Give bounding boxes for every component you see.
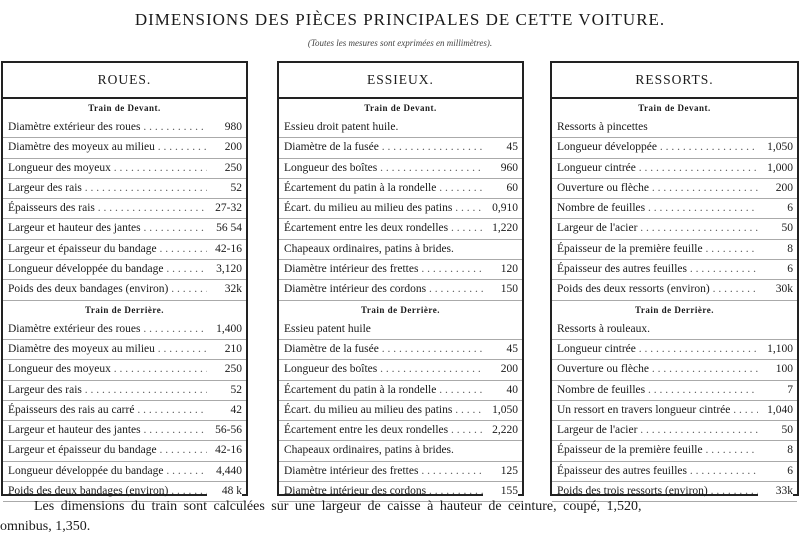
table-row — [279, 401, 522, 421]
row-label: Écartement entre les deux rondelles . . . — [284, 219, 483, 238]
table-row — [3, 421, 246, 441]
row-label: Longueur des moyeux . . . — [8, 159, 207, 178]
row-label: Écartement du patin à la rondelle . . . — [284, 381, 483, 400]
row-value — [483, 441, 518, 460]
row-value — [483, 320, 518, 339]
row-label: Largeur de l'acier . . . — [557, 219, 758, 238]
row-label: Longueur cintrée . . . — [557, 159, 758, 178]
row-value: 40 — [483, 381, 518, 400]
row-value: 200 — [207, 138, 242, 157]
table-row — [279, 260, 522, 280]
row-value: 1,050 — [758, 138, 793, 157]
row-label: Longueur cintrée . . . — [557, 340, 758, 359]
table-row — [279, 360, 522, 380]
row-value: 150 — [483, 280, 518, 299]
row-label: Diamètre des moyeux au milieu . . . — [8, 340, 207, 359]
row-label: Chapeaux ordinaires, patins à brides. — [284, 242, 454, 255]
row-value: 52 — [207, 381, 242, 400]
ressorts-derriere-head: Train de Derrière. — [635, 304, 714, 315]
row-label: Nombre de feuilles . . . — [557, 199, 758, 218]
table-row — [3, 462, 246, 482]
row-value: 7 — [758, 381, 793, 400]
row-value: 8 — [758, 441, 793, 460]
footer-line-2: omnibus, 1,350. — [0, 519, 91, 534]
row-value — [758, 320, 793, 339]
row-label: Diamètre de la fusée . . . — [284, 340, 483, 359]
row-value: 200 — [483, 360, 518, 379]
row-value — [758, 118, 793, 137]
essieux-table — [277, 61, 524, 496]
row-label: Longueur développée du bandage . . . — [8, 462, 207, 481]
row-value: 50 — [758, 421, 793, 440]
row-value: 33k — [758, 482, 793, 501]
row-value: 42-16 — [207, 240, 242, 259]
row-value: 0,910 — [483, 199, 518, 218]
table-row — [3, 360, 246, 380]
table-row — [552, 421, 797, 441]
row-label: Diamètre intérieur des frettes . . . — [284, 462, 483, 481]
ressorts-devant-head: Train de Devant. — [638, 103, 711, 113]
row-label: Essieu droit patent huile. — [284, 121, 399, 133]
table-row — [3, 118, 246, 138]
row-label: Écart. du milieu au milieu des patins . . . — [284, 199, 483, 218]
row-label: Épaisseur des autres feuilles . . . — [557, 260, 758, 279]
table-row — [3, 280, 246, 300]
row-value: 56 54 — [207, 219, 242, 238]
page-subtitle: (Toutes les mesures sont exprimées en millimètres). — [307, 38, 493, 48]
row-value: 4,440 — [207, 462, 242, 481]
row-value: 30k — [758, 280, 793, 299]
table-row — [552, 240, 797, 260]
table-row — [3, 381, 246, 401]
row-value: 48 k — [207, 482, 242, 501]
row-label: Diamètre intérieur des cordons . . . — [284, 280, 483, 299]
row-label: Écartement entre les deux rondelles . . . — [284, 421, 483, 440]
row-label: Ouverture ou flèche . . . — [557, 179, 758, 198]
row-label: Essieu patent huile — [284, 322, 371, 335]
row-value: 1,220 — [483, 219, 518, 238]
footer-note — [0, 497, 800, 537]
row-label: Ressorts à rouleaux. — [557, 322, 650, 335]
table-row — [552, 320, 797, 340]
row-value: 45 — [483, 138, 518, 157]
table-row — [3, 240, 246, 260]
ressorts-heading: RESSORTS. — [552, 63, 797, 99]
row-label: Largeur de l'acier . . . — [557, 421, 758, 440]
table-row — [279, 462, 522, 482]
row-value: 42 — [207, 401, 242, 420]
row-label: Longueur développée du bandage . . . — [8, 260, 207, 279]
row-label: Diamètre des moyeux au milieu . . . — [8, 138, 207, 157]
row-value: 27-32 — [207, 199, 242, 218]
table-row — [279, 441, 522, 461]
table-row — [552, 159, 797, 179]
table-row — [279, 280, 522, 300]
row-value: 210 — [207, 340, 242, 359]
table-row — [3, 179, 246, 199]
table-row — [279, 199, 522, 219]
row-label: Longueur des moyeux . . . — [8, 360, 207, 379]
row-value: 2,220 — [483, 421, 518, 440]
row-label: Nombre de feuilles . . . — [557, 381, 758, 400]
row-value: 1,100 — [758, 340, 793, 359]
row-label: Ressorts à pincettes — [557, 121, 648, 133]
table-row — [552, 381, 797, 401]
row-value: 50 — [758, 219, 793, 238]
table-row — [3, 199, 246, 219]
table-row — [552, 118, 797, 138]
essieux-derriere-head: Train de Derrière. — [361, 304, 440, 315]
table-row — [552, 360, 797, 380]
table-row — [552, 199, 797, 219]
row-label: Diamètre de la fusée . . . — [284, 138, 483, 157]
table-row — [3, 340, 246, 360]
row-value: 250 — [207, 159, 242, 178]
table-row — [552, 340, 797, 360]
row-label: Diamètre extérieur des roues . . . — [8, 118, 207, 137]
row-value: 155 — [483, 482, 518, 501]
row-value: 1,050 — [483, 401, 518, 420]
table-row — [552, 260, 797, 280]
table-row — [552, 441, 797, 461]
table-row — [3, 260, 246, 280]
essieux-devant-head: Train de Devant. — [364, 103, 437, 113]
row-value: 100 — [758, 360, 793, 379]
row-value: 6 — [758, 462, 793, 481]
row-label: Poids des trois ressorts (environ) . . . — [557, 482, 758, 501]
table-row — [552, 138, 797, 158]
row-value: 3,120 — [207, 260, 242, 279]
table-row — [279, 118, 522, 138]
roues-devant-head: Train de Devant. — [88, 103, 161, 113]
row-label: Largeur et épaisseur du bandage . . . — [8, 441, 207, 460]
row-label: Écart. du milieu au milieu des patins . . . — [284, 401, 483, 420]
row-value: 960 — [483, 159, 518, 178]
table-row — [552, 401, 797, 421]
table-row — [3, 138, 246, 158]
table-row — [3, 441, 246, 461]
table-row — [279, 159, 522, 179]
row-label: Largeur et hauteur des jantes . . . — [8, 421, 207, 440]
table-row — [279, 179, 522, 199]
table-row — [3, 320, 246, 340]
row-value: 56-56 — [207, 421, 242, 440]
row-value: 32k — [207, 280, 242, 299]
row-label: Poids des deux bandages (environ) . . . — [8, 482, 207, 501]
row-label: Épaisseur de la première feuille . . . — [557, 441, 758, 460]
row-value: 1,400 — [207, 320, 242, 339]
row-label: Largeur des rais . . . — [8, 179, 207, 198]
row-label: Épaisseurs des rais . . . — [8, 199, 207, 218]
row-label: Un ressort en travers longueur cintrée . . . — [557, 401, 758, 420]
row-label: Épaisseur de la première feuille . . . — [557, 240, 758, 259]
row-label: Longueur des boîtes . . . — [284, 159, 483, 178]
table-row — [3, 159, 246, 179]
table-row — [552, 280, 797, 300]
row-value — [483, 118, 518, 137]
row-value: 6 — [758, 199, 793, 218]
ressorts-table — [550, 61, 799, 496]
row-label: Longueur des boîtes . . . — [284, 360, 483, 379]
table-row — [552, 462, 797, 482]
row-value: 980 — [207, 118, 242, 137]
row-value: 52 — [207, 179, 242, 198]
row-value: 6 — [758, 260, 793, 279]
row-label: Chapeaux ordinaires, patins à brides. — [284, 444, 454, 457]
table-row — [279, 240, 522, 260]
row-value: 60 — [483, 179, 518, 198]
row-label: Largeur et épaisseur du bandage . . . — [8, 240, 207, 259]
row-label: Diamètre intérieur des cordons . . . — [284, 482, 483, 501]
row-value: 42-16 — [207, 441, 242, 460]
page-title: DIMENSIONS DES PIÈCES PRINCIPALES DE CETTE VOITURE. — [134, 10, 666, 29]
row-label: Ouverture ou flèche . . . — [557, 360, 758, 379]
roues-table — [1, 61, 248, 496]
row-label: Écartement du patin à la rondelle . . . — [284, 179, 483, 198]
roues-derriere-head: Train de Derrière. — [85, 304, 164, 315]
row-label: Épaisseur des autres feuilles . . . — [557, 462, 758, 481]
table-row — [3, 401, 246, 421]
row-label: Longueur développée . . . — [557, 138, 758, 157]
row-value: 120 — [483, 260, 518, 279]
table-row — [552, 179, 797, 199]
row-value — [483, 240, 518, 259]
table-row — [279, 138, 522, 158]
row-label: Largeur des rais . . . — [8, 381, 207, 400]
table-row — [279, 219, 522, 239]
row-value: 250 — [207, 360, 242, 379]
row-value: 1,040 — [758, 401, 793, 420]
row-label: Largeur et hauteur des jantes . . . — [8, 219, 207, 238]
row-label: Épaisseurs des rais au carré . . . — [8, 401, 207, 420]
row-label: Poids des deux ressorts (environ) . . . — [557, 280, 758, 299]
row-value: 1,000 — [758, 159, 793, 178]
table-row — [279, 421, 522, 441]
table-row — [552, 219, 797, 239]
table-row — [279, 381, 522, 401]
row-label: Poids des deux bandages (environ) . . . — [8, 280, 207, 299]
row-value: 125 — [483, 462, 518, 481]
table-row — [279, 320, 522, 340]
footer-line-1: Les dimensions du train sont calculées sur une largeur de caisse à hauteur de ceinture, coupé, 1,520, — [34, 499, 642, 514]
table-row — [279, 340, 522, 360]
row-label: Diamètre extérieur des roues . . . — [8, 320, 207, 339]
table-row — [3, 219, 246, 239]
row-value: 200 — [758, 179, 793, 198]
row-label: Diamètre intérieur des frettes . . . — [284, 260, 483, 279]
roues-heading: ROUES. — [3, 63, 246, 99]
row-value: 8 — [758, 240, 793, 259]
row-value: 45 — [483, 340, 518, 359]
essieux-heading: ESSIEUX. — [279, 63, 522, 99]
